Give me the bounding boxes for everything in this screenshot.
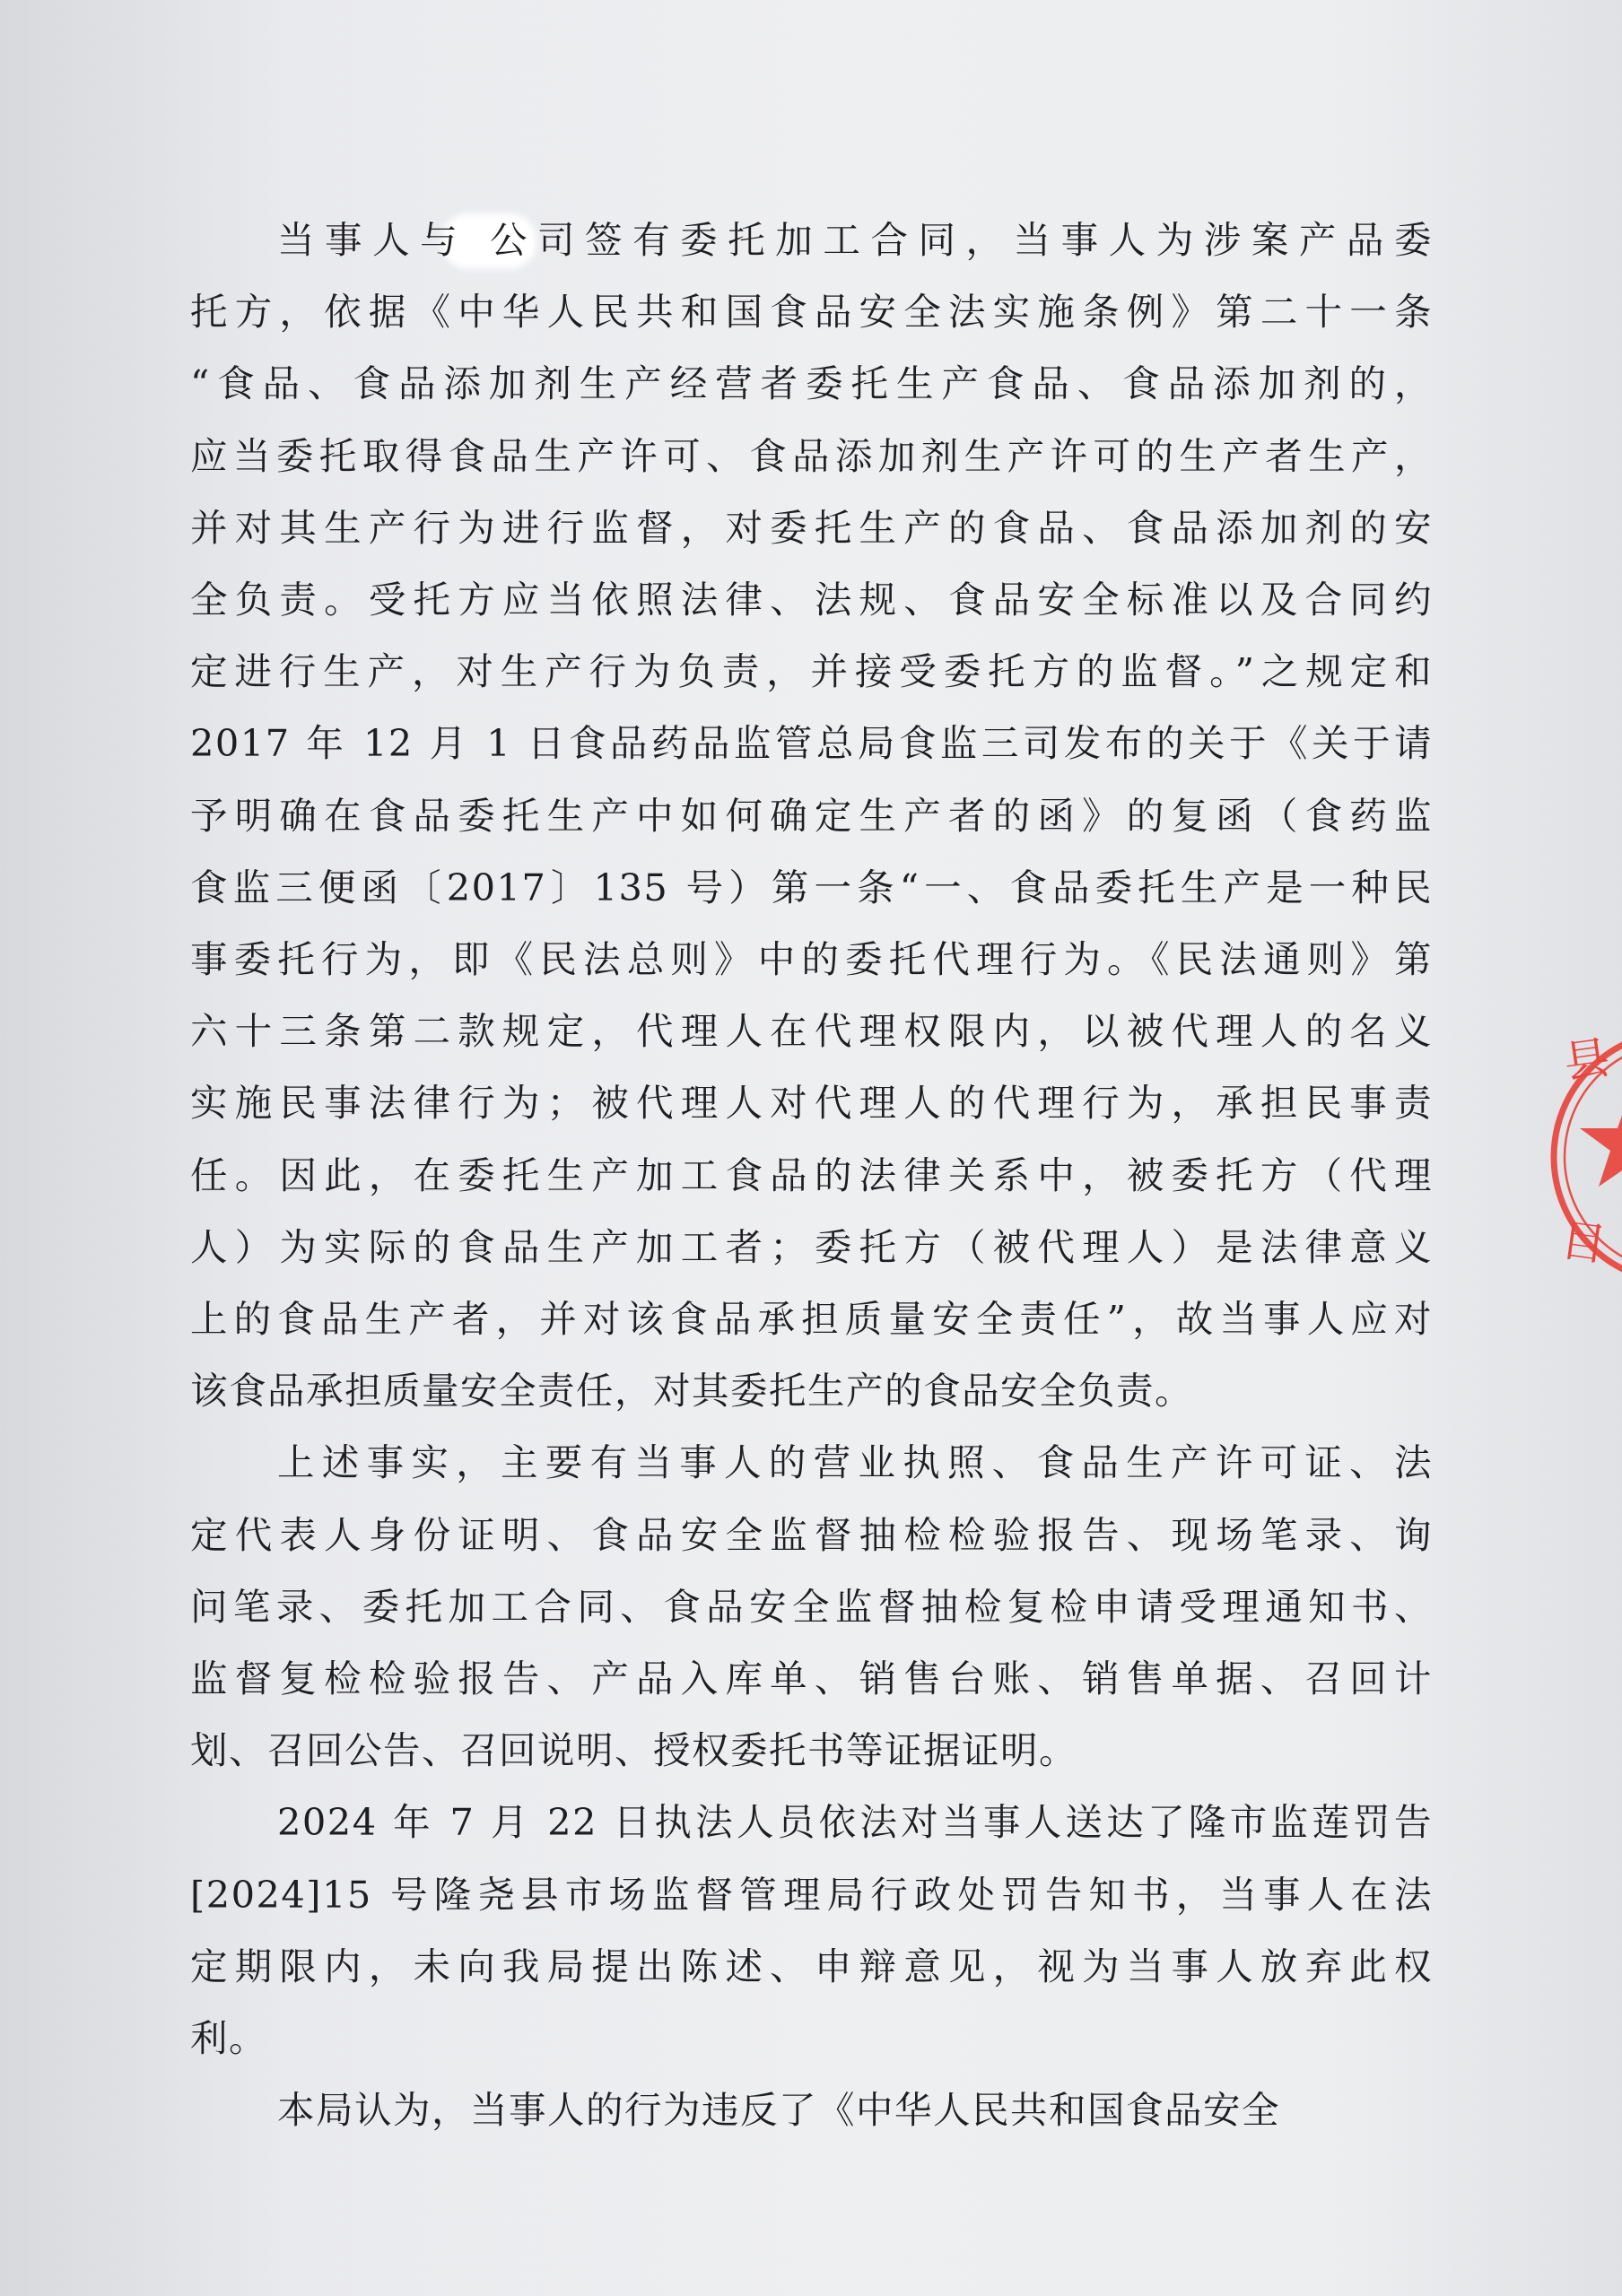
text-line: “食品、食品添加剂生产经营者委托生产食品、食品添加剂的， [190, 361, 1433, 406]
paragraph [190, 1427, 1433, 1787]
text-line: 托方，依据《中华人民共和国食品安全法实施条例》第二十一条 [190, 290, 1433, 335]
text-line: 监督复检检验报告、产品入库单、销售台账、销售单据、召回计 [190, 1657, 1433, 1701]
text-line: 上的食品生产者，并对该食品承担质量安全责任”，故当事人应对 [190, 1297, 1433, 1342]
seal-char-top: 县 [1561, 1031, 1613, 1089]
text-line: 划、召回公告、召回说明、授权委托书等证据证明。 [190, 1728, 1078, 1773]
text-line: 当事人与 公司签有委托加工合同，当事人为涉案产品委 [277, 218, 1433, 262]
text-line: 并对其生产行为进行监督，对委托生产的食品、食品添加剂的安 [190, 505, 1433, 550]
text-line: 2024 年 7 月 22 日执法人员依法对当事人送达了隆市监莲罚告 [277, 1800, 1433, 1845]
text-line: 利。 [190, 2016, 268, 2061]
document-body [190, 204, 1433, 2146]
text-line: 实施民事法律行为；被代理人对代理人的代理行为，承担民事责 [190, 1081, 1433, 1126]
text-line: 食监三便函〔2017〕135 号）第一条“一、食品委托生产是一种民 [190, 865, 1433, 909]
paragraph [190, 204, 1433, 1427]
text-line: 本局认为，当事人的行为违反了《中华人民共和国食品安全 [277, 2088, 1281, 2133]
text-line: 应当委托取得食品生产许可、食品添加剂生产许可的生产者生产， [190, 433, 1433, 478]
paragraph [190, 1787, 1433, 2074]
text-line: 上述事实，主要有当事人的营业执照、食品生产许可证、法 [277, 1440, 1433, 1485]
seal-char-bottom: 目 [1557, 1214, 1609, 1271]
text-line: 2017 年 12 月 1 日食品药品监管总局食监三司发布的关于《关于请 [190, 721, 1433, 766]
seal-star-icon [1580, 1092, 1622, 1187]
text-line: [2024]15 号隆尧县市场监督管理局行政处罚告知书，当事人在法 [190, 1872, 1433, 1917]
text-line: 六十三条第二款规定，代理人在代理权限内，以被代理人的名义 [190, 1009, 1433, 1054]
official-seal-stamp [1545, 996, 1622, 1318]
text-line: 予明确在食品委托生产中如何确定生产者的函》的复函（食药监 [190, 793, 1433, 838]
paragraph [190, 2074, 1433, 2146]
text-line: 定代表人身份证明、食品安全监督抽检检验报告、现场笔录、询 [190, 1512, 1433, 1557]
text-line: 人）为实际的食品生产加工者；委托方（被代理人）是法律意义 [190, 1224, 1433, 1269]
text-line: 定进行生产，对生产行为负责，并接受委托方的监督。”之规定和 [190, 649, 1433, 694]
text-line: 任。因此，在委托生产加工食品的法律关系中，被委托方（代理 [190, 1152, 1433, 1197]
text-line: 该食品承担质量安全责任，对其委托生产的食品安全负责。 [190, 1369, 1194, 1413]
text-line: 定期限内，未向我局提出陈述、申辩意见，视为当事人放弃此权 [190, 1944, 1433, 1988]
text-line: 事委托行为，即《民法总则》中的委托代理行为。《民法通则》第 [190, 937, 1433, 982]
text-line: 问笔录、委托加工合同、食品安全监督抽检复检申请受理通知书、 [190, 1584, 1433, 1629]
text-line: 全负责。受托方应当依照法律、法规、食品安全标准以及合同约 [190, 578, 1433, 622]
